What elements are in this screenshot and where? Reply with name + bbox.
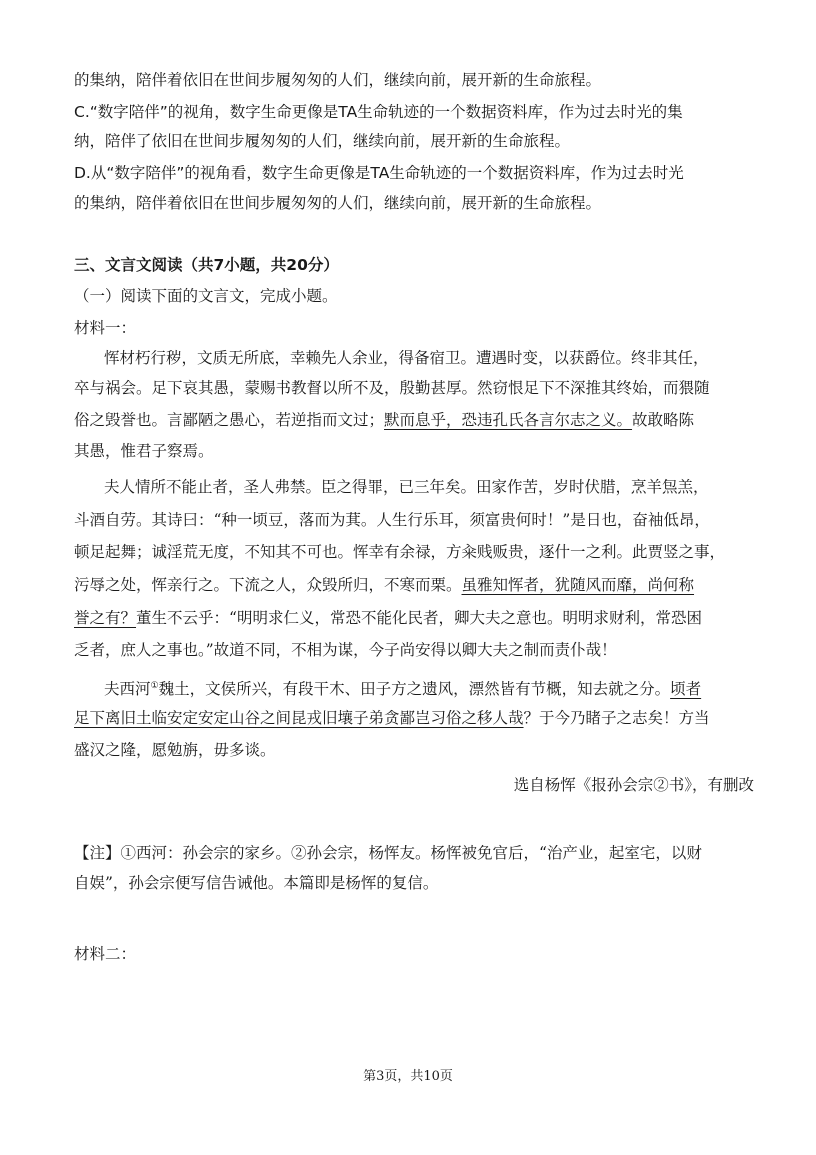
section-heading: 三、文言文阅读（共7小题，共20分）	[74, 256, 339, 274]
passage-text: 故敢略陈	[632, 411, 695, 429]
option-c-line-2: 纳，陪伴了依旧在世间步履匆匆的人们，继续向前，展开新的生命旅程。	[74, 132, 571, 150]
underlined-sentence: 誉之有？	[74, 609, 137, 627]
option-c-line-1: C.“数字陪伴”的视角，数字生命更像是TA生命轨迹的一个数据资料库，作为过去时光的集	[74, 103, 683, 121]
material-1-label: 材料一：	[74, 319, 137, 337]
sub-heading: （一）阅读下面的文言文，完成小题。	[74, 287, 338, 305]
page-footer: 第3页，共10页	[363, 1069, 453, 1084]
option-d-line-1: D.从“数字陪伴”的视角看，数字生命更像是TA生命轨迹的一个数据资料库，作为过去时光	[74, 164, 684, 182]
underlined-sentence: 顷者	[670, 680, 702, 699]
passage-p3-line-3: 盛汉之隆，愿勉旃，毋多谈。	[74, 741, 276, 759]
notes-line-1: 【注】①西河：孙会宗的家乡。②孙会宗，杨恽友。杨恽被免官后，“治产业，起室宅，以财	[74, 844, 702, 862]
passage-text: 污辱之处，恽亲行之。下流之人，众毁所归，不寒而栗。	[74, 576, 462, 594]
passage-p2-line-2: 斗酒自劳。其诗曰：“种一顷豆，落而为萁。人生行乐耳，须富贵何时！”是日也，奋袖低昂，	[74, 511, 710, 529]
passage-p3-line-1	[104, 676, 701, 699]
passage-text: 俗之毁誉也。言鄙陋之愚心，若逆指而文过；	[74, 411, 385, 429]
notes-line-2: 自娱”，孙会宗便写信告诫他。本篇即是杨恽的复信。	[74, 874, 439, 892]
underlined-sentence: 虽雅知恽者，犹随风而靡，尚何称	[461, 576, 695, 594]
source-citation: 选自杨恽《报孙会宗②书》，有删改	[513, 776, 754, 794]
passage-text: 董生不云乎：“明明求仁义，常恐不能化民者，卿大夫之意也。明明求财利，常恐困	[136, 609, 702, 627]
passage-p1-line-3	[74, 410, 694, 430]
passage-p2-line-5	[74, 608, 702, 628]
passage-p1-line-2: 卒与祸会。足下哀其愚，蒙赐书教督以所不及，殷勤甚厚。然窃恨足下不深推其终始，而猥随	[74, 379, 710, 397]
footnote-marker: ①	[150, 681, 159, 691]
passage-p3-line-2	[74, 708, 710, 728]
option-d-line-2: 的集纳，陪伴着依旧在世间步履匆匆的人们，继续向前，展开新的生命旅程。	[74, 194, 602, 212]
passage-p2-line-1: 夫人情所不能止者，圣人弗禁。臣之得罪，已三年矣。田家作苦，岁时伏腊，烹羊炰羔，	[104, 478, 709, 496]
passage-text: ？于今乃睹子之志矣！方当	[523, 709, 710, 727]
passage-p2-line-3: 顿足起舞；诚淫荒无度，不知其不可也。恽幸有余禄，方籴贱贩贵，逐什一之利。此贾竖之事，	[74, 543, 726, 561]
option-b-continuation: 的集纳，陪伴着依旧在世间步履匆匆的人们，继续向前，展开新的生命旅程。	[74, 71, 602, 89]
passage-p1-line-4: 其愚，惟君子察焉。	[74, 442, 214, 460]
underlined-sentence: 默而息乎，恐违孔氏各言尔志之义。	[384, 411, 633, 429]
passage-p1-line-1: 恽材朽行秽，文质无所底，幸赖先人余业，得备宿卫。遭遇时变，以获爵位。终非其任，	[104, 349, 709, 367]
passage-text: 魏土，文侯所兴，有段干木、田子方之遗风，漂然皆有节概，知去就之分。	[158, 680, 671, 699]
material-2-label: 材料二：	[74, 945, 137, 963]
passage-text: 夫西河	[104, 680, 151, 699]
underlined-sentence: 足下离旧土临安定安定山谷之间昆戎旧壤子弟贪鄙岂习俗之移人哉	[74, 709, 524, 727]
passage-p2-line-6: 乏者，庶人之事也。”故道不同，不相为谋，今子尚安得以卿大夫之制而责仆哉！	[74, 641, 617, 659]
passage-p2-line-4	[74, 575, 694, 595]
